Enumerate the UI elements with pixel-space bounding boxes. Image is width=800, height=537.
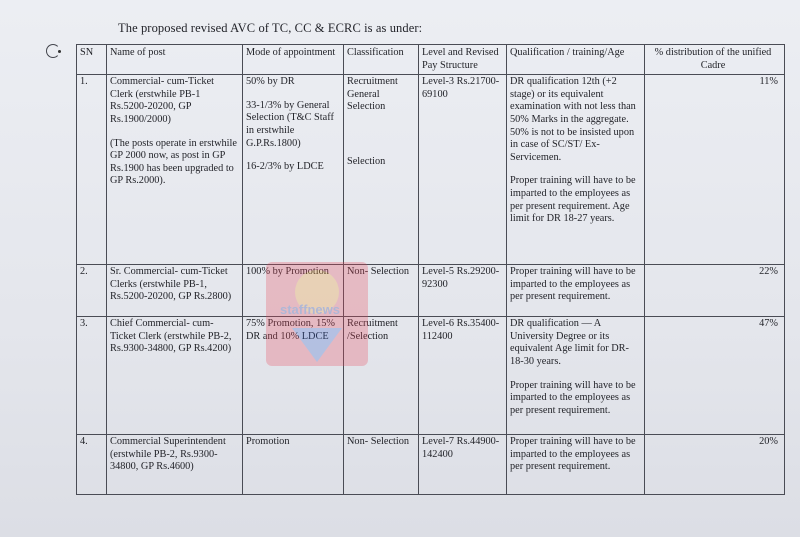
row-qualification: Proper training will have to be imparted to the employees as per present requirement. (507, 265, 645, 317)
row-level: Level-6 Rs.35400- 112400 (419, 317, 507, 435)
table-row (77, 265, 785, 317)
header-level: Level and Revised Pay Structure (419, 45, 507, 75)
row-qualification: Proper training will have to be imparted to the employees as per present requirement. (507, 435, 645, 495)
row-level: Level-7 Rs.44900- 142400 (419, 435, 507, 495)
post-name: Commercial- cum-Ticket Clerk (erstwhile PB-1 Rs.5200-20200, GP Rs.1900/2000) (110, 76, 214, 125)
document-heading: The proposed revised AVC of TC, CC & ECRC is as under: (118, 21, 423, 35)
row-mode (243, 75, 344, 265)
punch-dot (58, 50, 61, 53)
header-post: Name of post (107, 45, 243, 75)
table-header-row (77, 45, 785, 75)
row-pct: 22% (645, 265, 785, 317)
row-level: Level-5 Rs.29200- 92300 (419, 265, 507, 317)
row-classification (344, 75, 419, 265)
row-classification: Non- Selection (344, 435, 419, 495)
row-post: Sr. Commercial- cum-Ticket Clerks (erstwhile PB-1, Rs.5200-20200, GP Rs.2800) (107, 265, 243, 317)
row-level: Level-3 Rs.21700- 69100 (419, 75, 507, 265)
header-mode: Mode of appointment (243, 45, 344, 75)
header-pct: % distribution of the unified Cadre (645, 45, 785, 75)
row-mode: 100% by Promotion (243, 265, 344, 317)
row-classification: Non- Selection (344, 265, 419, 317)
header-classification: Classification (344, 45, 419, 75)
qualification-item: Proper training will have to be imparted to the employees as per present requirement. Age limit for DR 18-27 years. (510, 175, 636, 225)
row-sn: 2. (77, 265, 107, 317)
table-row (77, 317, 785, 435)
row-sn: 4. (77, 435, 107, 495)
classification-item: Recruitment General Selection (347, 76, 398, 113)
header-sn: SN (77, 45, 107, 75)
avc-table (76, 44, 785, 495)
qualification-item: DR qualification — A University Degree or its equivalent Age limit for DR- 18-30 years. (510, 318, 629, 367)
row-qualification (507, 317, 645, 435)
header-qualification: Qualification / training/Age (507, 45, 645, 75)
row-pct: 20% (645, 435, 785, 495)
classification-item: Selection (347, 155, 386, 167)
qualification-item: DR qualification 12th (+2 stage) or its equivalent examination with not less than 50% Marks in the aggregate. 50% is not to be insisted upon in case of SC/ST/ Ex-Servicemen. (510, 76, 636, 163)
qualification-item: Proper training will have to be imparted to the employees as per present requirement. (510, 379, 636, 416)
row-mode: Promotion (243, 435, 344, 495)
row-pct: 11% (645, 75, 785, 265)
row-pct: 47% (645, 317, 785, 435)
row-sn: 3. (77, 317, 107, 435)
row-qualification (507, 75, 645, 265)
mode-item: 16-2/3% by LDCE (246, 161, 324, 173)
row-post (107, 75, 243, 265)
mode-item: 50% by DR (246, 76, 295, 88)
watermark-text: staffnews (280, 302, 340, 317)
row-post: Chief Commercial- cum-Ticket Clerk (erstwhile PB-2, Rs.9300-34800, GP Rs.4200) (107, 317, 243, 435)
table-row (77, 75, 785, 265)
row-sn: 1. (77, 75, 107, 265)
row-post: Commercial Superintendent (erstwhile PB-2, Rs.9300-34800, GP Rs.4600) (107, 435, 243, 495)
row-mode: 75% Promotion, 15% DR and 10% LDCE (243, 317, 344, 435)
mode-item: 33-1/3% by General Selection (T&C Staff in erstwhile G.P.Rs.1800) (246, 99, 334, 149)
table-row (77, 435, 785, 495)
post-note: (The posts operate in erstwhile GP 2000 now, as post in GP Rs.1900 has been upgraded to GP Rs.2000). (110, 137, 237, 187)
row-classification: Recruitment /Selection (344, 317, 419, 435)
